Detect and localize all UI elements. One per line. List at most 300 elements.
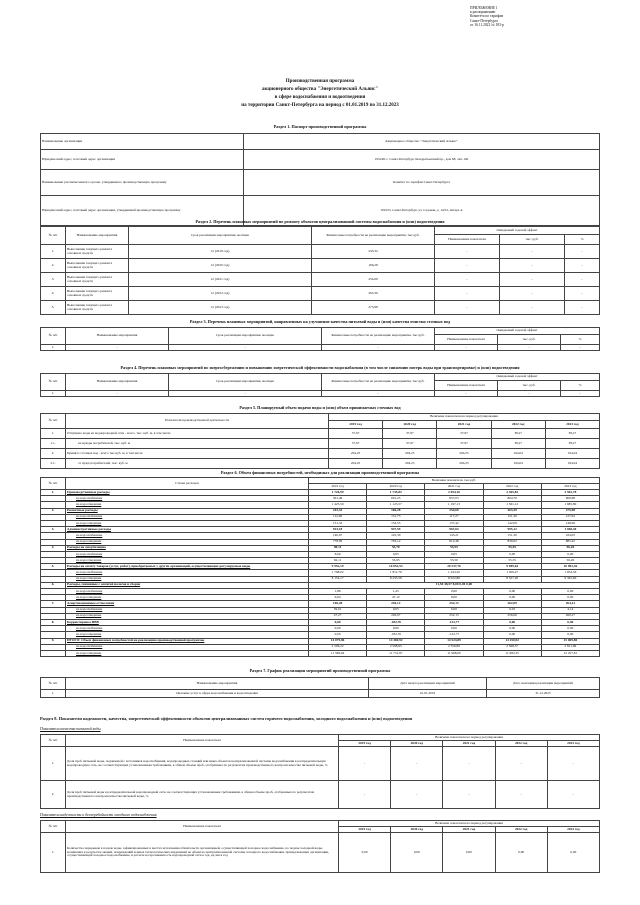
table-cell: 204,25 — [329, 449, 383, 459]
header-cell: 2022 год — [491, 421, 545, 429]
table-row — [41, 833, 600, 873]
header-cell: 2022 год — [495, 741, 547, 747]
table-cell: 0,00 — [367, 626, 425, 632]
table-cell: 10 902,36 — [541, 564, 599, 570]
table-header-row — [41, 374, 600, 381]
table-cell: 778,09 — [309, 539, 367, 545]
table-cell: 142,09 — [483, 520, 541, 526]
table-cell: на нужды потребителей, тыс. куб. м — [66, 439, 329, 449]
table-cell: - — [561, 345, 600, 351]
table-cell: 137,42 — [425, 520, 483, 526]
section5-table — [40, 413, 600, 469]
table-cell: 1,45 — [367, 589, 425, 595]
table-cell: - — [435, 287, 500, 301]
table-cell: 254,69 — [312, 273, 435, 287]
table-cell: 1. — [41, 833, 66, 873]
table-cell: 134,55 — [367, 520, 425, 526]
header-cell: № п/п — [41, 478, 66, 490]
table-cell: на водоотведение — [66, 502, 309, 508]
table-cell: 0,00 — [391, 833, 443, 873]
header-cell: Финансовые потребности на реализацию мероприятия, тыс.руб. — [322, 328, 435, 345]
table-cell: 7. — [41, 601, 66, 607]
table-cell: 11,50 48,57 8,00 0,00 0,00 — [309, 582, 600, 588]
table-cell: - — [66, 345, 169, 351]
header-cell: Наименование мероприятия — [66, 678, 369, 690]
header-cell: 2020 год — [391, 827, 443, 833]
section2-table — [40, 226, 600, 315]
table-cell: 1 735,82 — [367, 490, 425, 496]
header-cell: Наименование показателя — [66, 735, 339, 747]
table-cell: 55,55 — [483, 558, 541, 564]
header-cell: Финансовые потребности на реализацию мероприятия, тыс.руб. — [312, 227, 435, 245]
table-cell: - — [495, 747, 547, 781]
table-cell: 12 (2021 год) — [129, 273, 312, 287]
table-row — [41, 150, 600, 170]
table-cell: 1 125,57 — [367, 502, 425, 508]
table-cell: 5. — [41, 301, 66, 315]
table-cell: 906,98 — [541, 496, 599, 502]
table-cell: - — [500, 301, 565, 315]
table-cell: 3. — [41, 527, 66, 533]
table-cell: 260,27 — [541, 613, 599, 619]
table-cell: Юридический адрес, почтовый адрес организации — [41, 150, 244, 170]
table-cell: на водоотведение — [66, 539, 309, 545]
header-cell: № п/п — [41, 821, 66, 833]
table-cell: 1 654,56 — [541, 570, 599, 576]
table-cell: - — [435, 345, 498, 351]
table-cell: 1. — [41, 245, 66, 259]
table-cell: 195248, г. Санкт-Петербург, Кондратьевский пр., дом 68, лит. АП — [244, 150, 600, 170]
table-cell: - — [500, 259, 565, 273]
table-cell: 9 345,60 — [541, 576, 599, 582]
table-cell: 12 (2022 год) — [129, 287, 312, 301]
table-cell: 194,04 — [545, 449, 599, 459]
section5-title: Раздел 5. Планируемый объем подачи воды и (или) объем принимаемых сточных вод — [239, 405, 401, 410]
table-cell: 262,09 — [483, 601, 541, 607]
header-cell: % — [561, 335, 600, 345]
table-cell: 56,26 — [541, 558, 599, 564]
table-cell: 243,32 — [309, 508, 367, 514]
table-cell: - — [565, 245, 600, 259]
table-cell: 0,00 — [483, 626, 541, 632]
table-cell: Наименование организации — [41, 134, 244, 150]
header-cell: 2022 год — [495, 827, 547, 833]
approval-block — [470, 6, 570, 27]
header-cell: Наименование мероприятия — [66, 328, 169, 345]
section8-reliability-table — [40, 820, 600, 873]
page-title — [120, 78, 520, 110]
table-cell: Ремонтные расходы — [66, 508, 309, 514]
header-cell: 2023 год — [547, 827, 599, 833]
table-cell: - — [435, 259, 500, 273]
table-cell: 4. — [41, 545, 66, 551]
table-header-row — [41, 227, 600, 235]
table-cell: - — [169, 345, 322, 351]
table-cell: 243,32 — [312, 245, 435, 259]
table-cell: 2. — [41, 781, 66, 809]
header-cell: 2019 год — [339, 827, 391, 833]
table-cell: 1. — [41, 429, 66, 439]
header-cell: Ожидаемый годовой эффект — [435, 374, 600, 381]
table-cell: 8. — [41, 619, 66, 625]
table-cell: 0,00 — [541, 626, 599, 632]
header-cell: % — [561, 381, 600, 391]
table-cell: 0,00 — [483, 632, 541, 638]
table-cell: 112,00 — [309, 514, 367, 520]
table-cell: 1 197,13 — [425, 502, 483, 508]
approval-line: от 16.11.2022 № 183-р — [470, 22, 504, 27]
table-cell: 885,45 — [541, 539, 599, 545]
table-cell: 14 300,92 — [367, 638, 425, 644]
section7-table — [40, 677, 600, 698]
table-cell: - — [435, 301, 500, 315]
table-cell: - — [495, 781, 547, 809]
header-cell: тыс. руб. — [500, 235, 565, 245]
table-cell: 967,64 — [425, 527, 483, 533]
table-cell: 14 250,92 — [483, 638, 541, 644]
table-cell: Оказание услуг в сфере водоснабжения и водоотведения — [66, 690, 369, 698]
table-cell: - — [500, 273, 565, 287]
table-cell: -122,77 — [425, 619, 483, 625]
header-cell: Величина показателя на период регулирования — [339, 821, 600, 827]
table-cell: Принято сточных вод - всего тыс.куб. м, в том числе — [66, 449, 329, 459]
table-cell: 37,97 — [383, 429, 437, 439]
table-cell: - — [339, 781, 391, 809]
table-cell: 37,97 — [329, 439, 383, 449]
section1-title: Раздел 1. Паспорт производственной программы — [273, 124, 367, 129]
table-cell: - — [565, 287, 600, 301]
table-row — [41, 459, 600, 469]
table-cell: 3. — [41, 273, 66, 287]
table-cell: на водоснабжение — [66, 551, 309, 557]
table-cell: 0,00 — [339, 833, 391, 873]
table-cell: на водоснабжение — [66, 644, 309, 650]
table-cell: 1. — [41, 690, 66, 698]
section8-sub2: Показатели надежности и бесперебойности холодного водоснабжения — [40, 813, 157, 817]
table-cell: Выполнение текущего ремонта основных средств — [66, 301, 129, 315]
table-cell: на водоснабжение — [66, 589, 309, 595]
table-cell: 2. — [41, 259, 66, 273]
table-cell: на водоотведение — [66, 613, 309, 619]
header-cell: 2023 год — [545, 421, 599, 429]
table-cell: - — [339, 747, 391, 781]
header-cell: тыс. руб. — [498, 381, 561, 391]
table-cell: 8 154,17 — [309, 576, 367, 582]
table-cell: 1. — [41, 391, 66, 397]
table-cell: 275,98 — [541, 508, 599, 514]
table-cell: 2 811,99 — [541, 644, 599, 650]
section4-title: Раздел 4. Перечень плановых мероприятий по энергосбережению и повышению энергетической эффективности водоснабжения (в том числе снижению потерь воды при транспортировке) и (или) водоотведения — [120, 365, 520, 370]
table-cell: 98,11 — [309, 545, 367, 551]
header-cell: Наименование показателя — [66, 821, 339, 833]
table-cell: 0,05 — [367, 551, 425, 557]
header-cell: № п/п — [41, 735, 66, 747]
table-cell: 1.1. — [41, 439, 66, 449]
table-cell: 38,27 — [491, 429, 545, 439]
header-cell: Наименование показателя — [435, 381, 498, 391]
table-cell: 47,12 — [367, 595, 425, 601]
header-cell: Статьи расходов — [66, 478, 309, 490]
header-cell: Наименование показателя — [435, 335, 498, 345]
table-row — [41, 301, 600, 315]
approval-line: Комитета по тарифам — [470, 14, 504, 19]
header-cell: 2020 год — [383, 421, 437, 429]
table-row — [41, 781, 600, 809]
table-cell — [41, 650, 66, 656]
header-cell: Величина показателя, тыс.руб. — [309, 478, 600, 484]
table-cell: - — [435, 391, 498, 397]
table-cell: 12 257,81 — [541, 650, 599, 656]
table-cell: 2. — [41, 449, 66, 459]
table-cell: 301,49 — [309, 496, 367, 502]
header-cell: № п/п — [41, 374, 66, 391]
table-cell: Выполнение текущего ремонта основных средств — [66, 245, 129, 259]
table-row — [41, 391, 600, 397]
table-cell: 15 069,80 — [541, 638, 599, 644]
table-cell: 0,00 — [541, 589, 599, 595]
table-cell: 0,00 — [443, 833, 495, 873]
title-line: Производственная программа — [285, 79, 355, 84]
table-cell: на водоснабжение — [66, 607, 309, 613]
table-cell: Акционерное общество "Энергетический Альянс" — [244, 134, 600, 150]
section3-table — [40, 327, 600, 351]
table-cell: 4. — [41, 287, 66, 301]
table-cell: 4,14 — [541, 607, 599, 613]
header-cell: 2019 год — [339, 741, 391, 747]
approval-line: ПРИЛОЖЕНИЕ 1 — [470, 6, 498, 10]
table-cell: 38,27 — [545, 429, 599, 439]
section4-table — [40, 373, 600, 397]
table-cell: 1 561,12 — [483, 502, 541, 508]
table-cell: 8 235,58 — [367, 576, 425, 582]
table-cell: на водоотведение — [66, 632, 309, 638]
table-cell: - — [435, 245, 500, 259]
table-cell: 194,04 — [491, 459, 545, 469]
header-cell: № п/п — [41, 678, 66, 690]
table-cell: 55,50 — [425, 558, 483, 564]
table-cell: 194,04 — [491, 449, 545, 459]
table-cell: 264,41 — [541, 601, 599, 607]
table-cell: 55,55 — [425, 545, 483, 551]
table-cell: 131,73 — [367, 514, 425, 520]
table-cell: 106,28 — [309, 601, 367, 607]
table-cell: Амортизационные отчисления — [66, 601, 309, 607]
table-row — [41, 273, 600, 287]
header-cell: Наименование показателя — [435, 235, 500, 245]
table-cell: на водоотведение — [66, 595, 309, 601]
table-cell: 0,05 — [425, 551, 483, 557]
table-cell: 11 731,97 — [367, 650, 425, 656]
table-cell: Выполнение текущего ремонта основных средств — [66, 259, 129, 273]
table-cell: 9,64 — [309, 595, 367, 601]
table-cell: 204,25 — [437, 459, 491, 469]
table-cell: 9 989,64 — [483, 564, 541, 570]
table-cell: 117,27 — [425, 514, 483, 520]
table-cell: 127,02 — [541, 514, 599, 520]
table-cell: -122,77 — [425, 632, 483, 638]
table-cell: - — [565, 259, 600, 273]
table-row — [41, 747, 600, 781]
table-cell: 263,39 — [483, 508, 541, 514]
table-cell: 0,00 — [483, 595, 541, 601]
table-header-row — [41, 328, 600, 335]
table-cell: 0,05 — [367, 607, 425, 613]
table-cell: 53,65 — [367, 558, 425, 564]
table-cell: Комитет по тарифам Санкт-Петербурга — [244, 170, 600, 196]
table-cell: - — [443, 781, 495, 809]
table-cell: 0,00 — [541, 632, 599, 638]
table-cell: 1 048,40 — [541, 527, 599, 533]
table-cell: Юридический адрес, почтовый адрес организации, утвердившей производственную программу — [41, 196, 244, 226]
table-cell: Доля проб питьевой воды, подаваемой с источников водоснабжения, водопроводных станций или иных объектов централизованной системы водоснабжения в распределительную водопроводную сеть, не соответствующих установленным требованиям, в общем объеме проб, отобранных по результатам производственного контроля качества питьевой воды, % — [66, 747, 339, 781]
table-row — [41, 245, 600, 259]
table-cell: 0,00 — [425, 626, 483, 632]
table-cell: 2. — [41, 508, 66, 514]
table-cell: Корректировка НВВ — [66, 619, 309, 625]
table-cell: 140,97 — [309, 533, 367, 539]
table-cell: 01.01.2019 — [369, 690, 487, 698]
header-cell: 2021 год — [437, 421, 491, 429]
header-cell: Величина показателя на период регулирования — [339, 735, 600, 741]
header-cell: Дата начала реализации мероприятий — [369, 678, 487, 690]
table-cell: -182,76 — [367, 632, 425, 638]
table-cell: 47,27 — [309, 613, 367, 619]
table-cell: 37,97 — [329, 429, 383, 439]
table-cell: - — [547, 747, 599, 781]
table-row — [41, 439, 600, 449]
table-cell: 6. — [41, 582, 66, 588]
table-cell: 0,00 — [547, 833, 599, 873]
table-cell: 11 968,00 — [425, 650, 483, 656]
table-cell: 9. — [41, 638, 66, 644]
table-cell: 1 798,02 — [309, 570, 367, 576]
table-cell: 0,00 — [495, 833, 547, 873]
section8-title: Раздел 8. Показатели надежности, качества, энергетической эффективности объектов централизованных систем горячего водоснабжения, холодного водоснабжения и (или) водоотведения — [40, 716, 413, 721]
header-cell: 2021 год — [443, 827, 495, 833]
table-cell: на водоотведение — [66, 520, 309, 526]
table-cell: на водоснабжение — [66, 626, 309, 632]
header-cell: 2022 год — [483, 484, 541, 490]
section3-title: Раздел 3. Перечень плановых мероприятий, направленных на улучшение качества питьевой воды и (или) качества очистки сточных вод — [189, 319, 451, 324]
table-cell: 37,97 — [383, 439, 437, 449]
table-cell: на водоснабжение — [66, 533, 309, 539]
table-row — [41, 690, 600, 698]
table-cell: 0,00 — [541, 551, 599, 557]
table-cell: 252,13 — [425, 601, 483, 607]
table-cell: 151,30 — [483, 533, 541, 539]
table-cell: ИТОГО: Объем финансовых потребностей на реализацию производственной программы — [66, 638, 309, 644]
table-row — [41, 650, 600, 656]
table-cell: 204,25 — [383, 459, 437, 469]
header-cell: Ожидаемый годовой эффект — [435, 227, 600, 235]
title-line: на территории Санкт-Петербурга на период с 01.01.2019 по 31.12.2023 — [241, 103, 399, 108]
table-cell: 254,69 — [425, 508, 483, 514]
header-cell: 2020 год — [367, 484, 425, 490]
table-header-row — [41, 414, 600, 421]
table-cell: 6,00 — [309, 551, 367, 557]
header-cell: 2023 год — [541, 484, 599, 490]
table-cell: 923,18 — [309, 527, 367, 533]
table-cell: 226,12 — [367, 601, 425, 607]
table-cell: 0,00 — [483, 619, 541, 625]
table-cell: 14 524,89 — [425, 638, 483, 644]
table-cell: 0,00 — [483, 551, 541, 557]
table-cell: - — [322, 345, 435, 351]
table-cell: 131,32 — [309, 520, 367, 526]
table-cell: 793,12 — [367, 539, 425, 545]
table-cell: 0,00 — [309, 619, 367, 625]
table-cell: 0,00 — [309, 632, 367, 638]
title-line: в сфере водоснабжения и водоотведения — [274, 95, 366, 100]
header-cell: Финансовые потребности на реализацию мероприятия, тыс.руб. — [322, 374, 435, 391]
table-cell: 53,70 — [367, 545, 425, 551]
table-cell: 1 425,50 — [309, 502, 367, 508]
header-cell: Срок реализации мероприятия, месяцев — [169, 374, 322, 391]
table-cell: 0,00 — [309, 626, 367, 632]
table-cell: 8,00 — [425, 595, 483, 601]
table-cell: 11 569,64 — [309, 650, 367, 656]
header-cell: 2019 год — [309, 484, 367, 490]
table-cell: 2.1. — [41, 459, 66, 469]
header-cell: 2019 год — [329, 421, 383, 429]
table-cell: - — [391, 747, 443, 781]
table-cell: на водоснабжение — [66, 570, 309, 576]
table-cell: 1. — [41, 747, 66, 781]
table-cell: 37,97 — [437, 429, 491, 439]
table-cell: на водоотведение — [66, 558, 309, 564]
header-cell: 2021 год — [443, 741, 495, 747]
table-cell: Расходы, связанные с оплатой налогов и сборов — [66, 582, 309, 588]
table-cell: - — [498, 391, 561, 397]
table-cell: 804,70 — [483, 496, 541, 502]
table-cell: 145,21 — [425, 533, 483, 539]
table-cell: 164,05 — [541, 533, 599, 539]
table-cell: - — [169, 391, 322, 397]
table-cell: Расходы на амортизацию — [66, 545, 309, 551]
table-cell: - — [500, 245, 565, 259]
header-cell: № п/п — [41, 328, 66, 345]
table-cell: 20 237,76 — [425, 564, 483, 570]
table-cell: 812,48 — [425, 539, 483, 545]
table-cell: Административные расходы — [66, 527, 309, 533]
header-cell: 2020 год — [391, 741, 443, 747]
table-cell: Выполнение текущего ремонта основных средств — [66, 287, 129, 301]
table-cell: 1 443,20 — [425, 570, 483, 576]
table-cell: - — [443, 747, 495, 781]
table-cell: 1 811,79 — [367, 570, 425, 576]
table-cell: - — [435, 273, 500, 287]
table-cell: Доля проб питьевой воды в распределительной водопроводной сети, не соответствующих установленным требованиям, в общем объеме проб, отобранных по результатам производственного контроля качества питьевой воды, % — [66, 781, 339, 809]
section1-table — [40, 133, 600, 226]
table-cell: 0,00 — [541, 619, 599, 625]
table-cell: 857,03 — [425, 496, 483, 502]
table-cell: 194,04 — [545, 459, 599, 469]
table-cell: 610,25 — [367, 496, 425, 502]
table-header-row — [41, 678, 600, 690]
table-cell: 995,12 — [483, 527, 541, 533]
table-cell: - — [547, 781, 599, 809]
header-cell: № п/п — [41, 414, 66, 429]
table-cell: 2 568,95 — [367, 644, 425, 650]
table-cell: от нужд потребителей, тыс. куб. м — [66, 459, 329, 469]
table-cell: на водоотведение — [66, 650, 309, 656]
table-cell: - — [565, 301, 600, 315]
table-cell: 121,30 — [483, 514, 541, 520]
table-cell: 38,27 — [545, 439, 599, 449]
table-cell: 2 365,82 — [483, 490, 541, 496]
table-cell: Количество перерывов в подаче воды, зафиксированных в местах исполнения обязательств организацией, осуществляющей холодное водоснабжение, по подаче холодной воды, возникших в результате аварий, повреждений и иных технологических нарушений на объектах централизованной системы холодного водоснабжения, принадлежащих организации, осуществляющей холодное водоснабжение, в расчете на протяженность водопроводной сети в год, ед./км в год — [66, 833, 339, 873]
table-cell: 2 054,16 — [425, 490, 483, 496]
